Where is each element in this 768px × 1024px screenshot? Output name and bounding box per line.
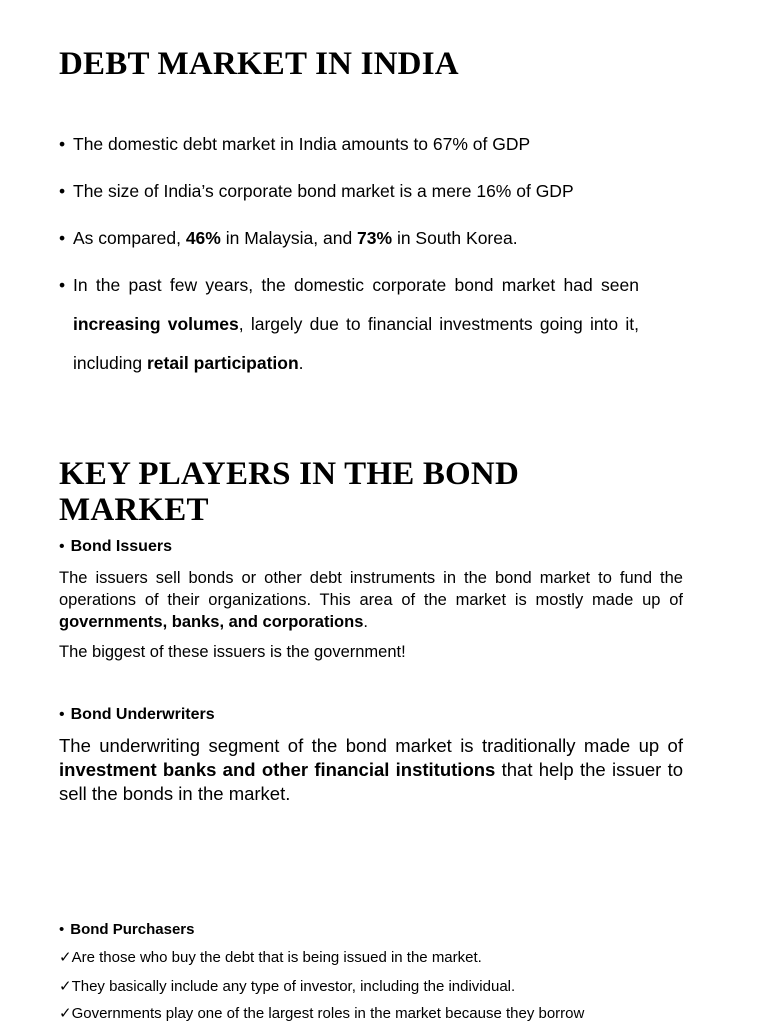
bullet-text: As compared, 46% in Malaysia, and 73% in South Korea. [73, 228, 518, 248]
bullet-text: The size of India’s corporate bond market is a mere 16% of GDP [73, 181, 574, 201]
checklist-item: ✓They basically include any type of investor, including the individual. [59, 978, 516, 995]
bullet-text: In the past few years, the domestic corporate bond market had seen increasing volumes, largely due to financial investments going into it, including retail participation. [73, 275, 639, 373]
issuers-note: The biggest of these issuers is the government! [59, 643, 406, 661]
subheading-bond-issuers: • Bond Issuers [59, 538, 172, 555]
subheading-bond-purchasers: • Bond Purchasers [59, 921, 195, 938]
check-icon: ✓ [59, 978, 72, 995]
check-icon: ✓ [59, 949, 72, 966]
bullet-icon: • [59, 134, 66, 154]
checklist-item: ✓Are those who buy the debt that is being issued in the market. [59, 949, 482, 966]
check-icon: ✓ [59, 1005, 72, 1022]
bold-value: 73% [357, 228, 393, 248]
bold-phrase: increasing volumes [73, 314, 239, 334]
checklist-item: ✓Governments play one of the largest roles in the market because they borrow [59, 1005, 585, 1022]
bullet-icon: • [59, 921, 65, 938]
bullet-item [59, 266, 639, 383]
bullet-icon: • [59, 181, 66, 201]
bullet-icon: • [59, 706, 65, 723]
bold-value: 46% [185, 228, 221, 248]
bullet-item [59, 172, 639, 211]
issuers-paragraph: The issuers sell bonds or other debt instruments in the bond market to fund the operations of their organizations. This area of the market is mostly made up of governments, banks, and corporations. [59, 569, 683, 631]
bold-phrase: investment banks and other financial institutions [59, 759, 496, 780]
bullet-icon: • [59, 538, 65, 555]
bullet-text: The domestic debt market in India amounts to 67% of GDP [73, 134, 531, 154]
bold-phrase: retail participation [146, 353, 299, 373]
bullet-icon: • [59, 275, 66, 295]
section-title-key-players: KEY PLAYERS IN THE BOND MARKET [59, 456, 519, 528]
bold-phrase: governments, banks, and corporations [59, 613, 364, 631]
subheading-bond-underwriters: • Bond Underwriters [59, 706, 215, 723]
bullet-item [59, 219, 639, 258]
section-title-debt-market: DEBT MARKET IN INDIA [59, 46, 459, 82]
bullet-icon: • [59, 228, 66, 248]
underwriters-paragraph: The underwriting segment of the bond market is traditionally made up of investment banks and other financial institutions that help the issuer to sell the bonds in the market. [59, 735, 684, 804]
bullet-item [59, 125, 639, 164]
